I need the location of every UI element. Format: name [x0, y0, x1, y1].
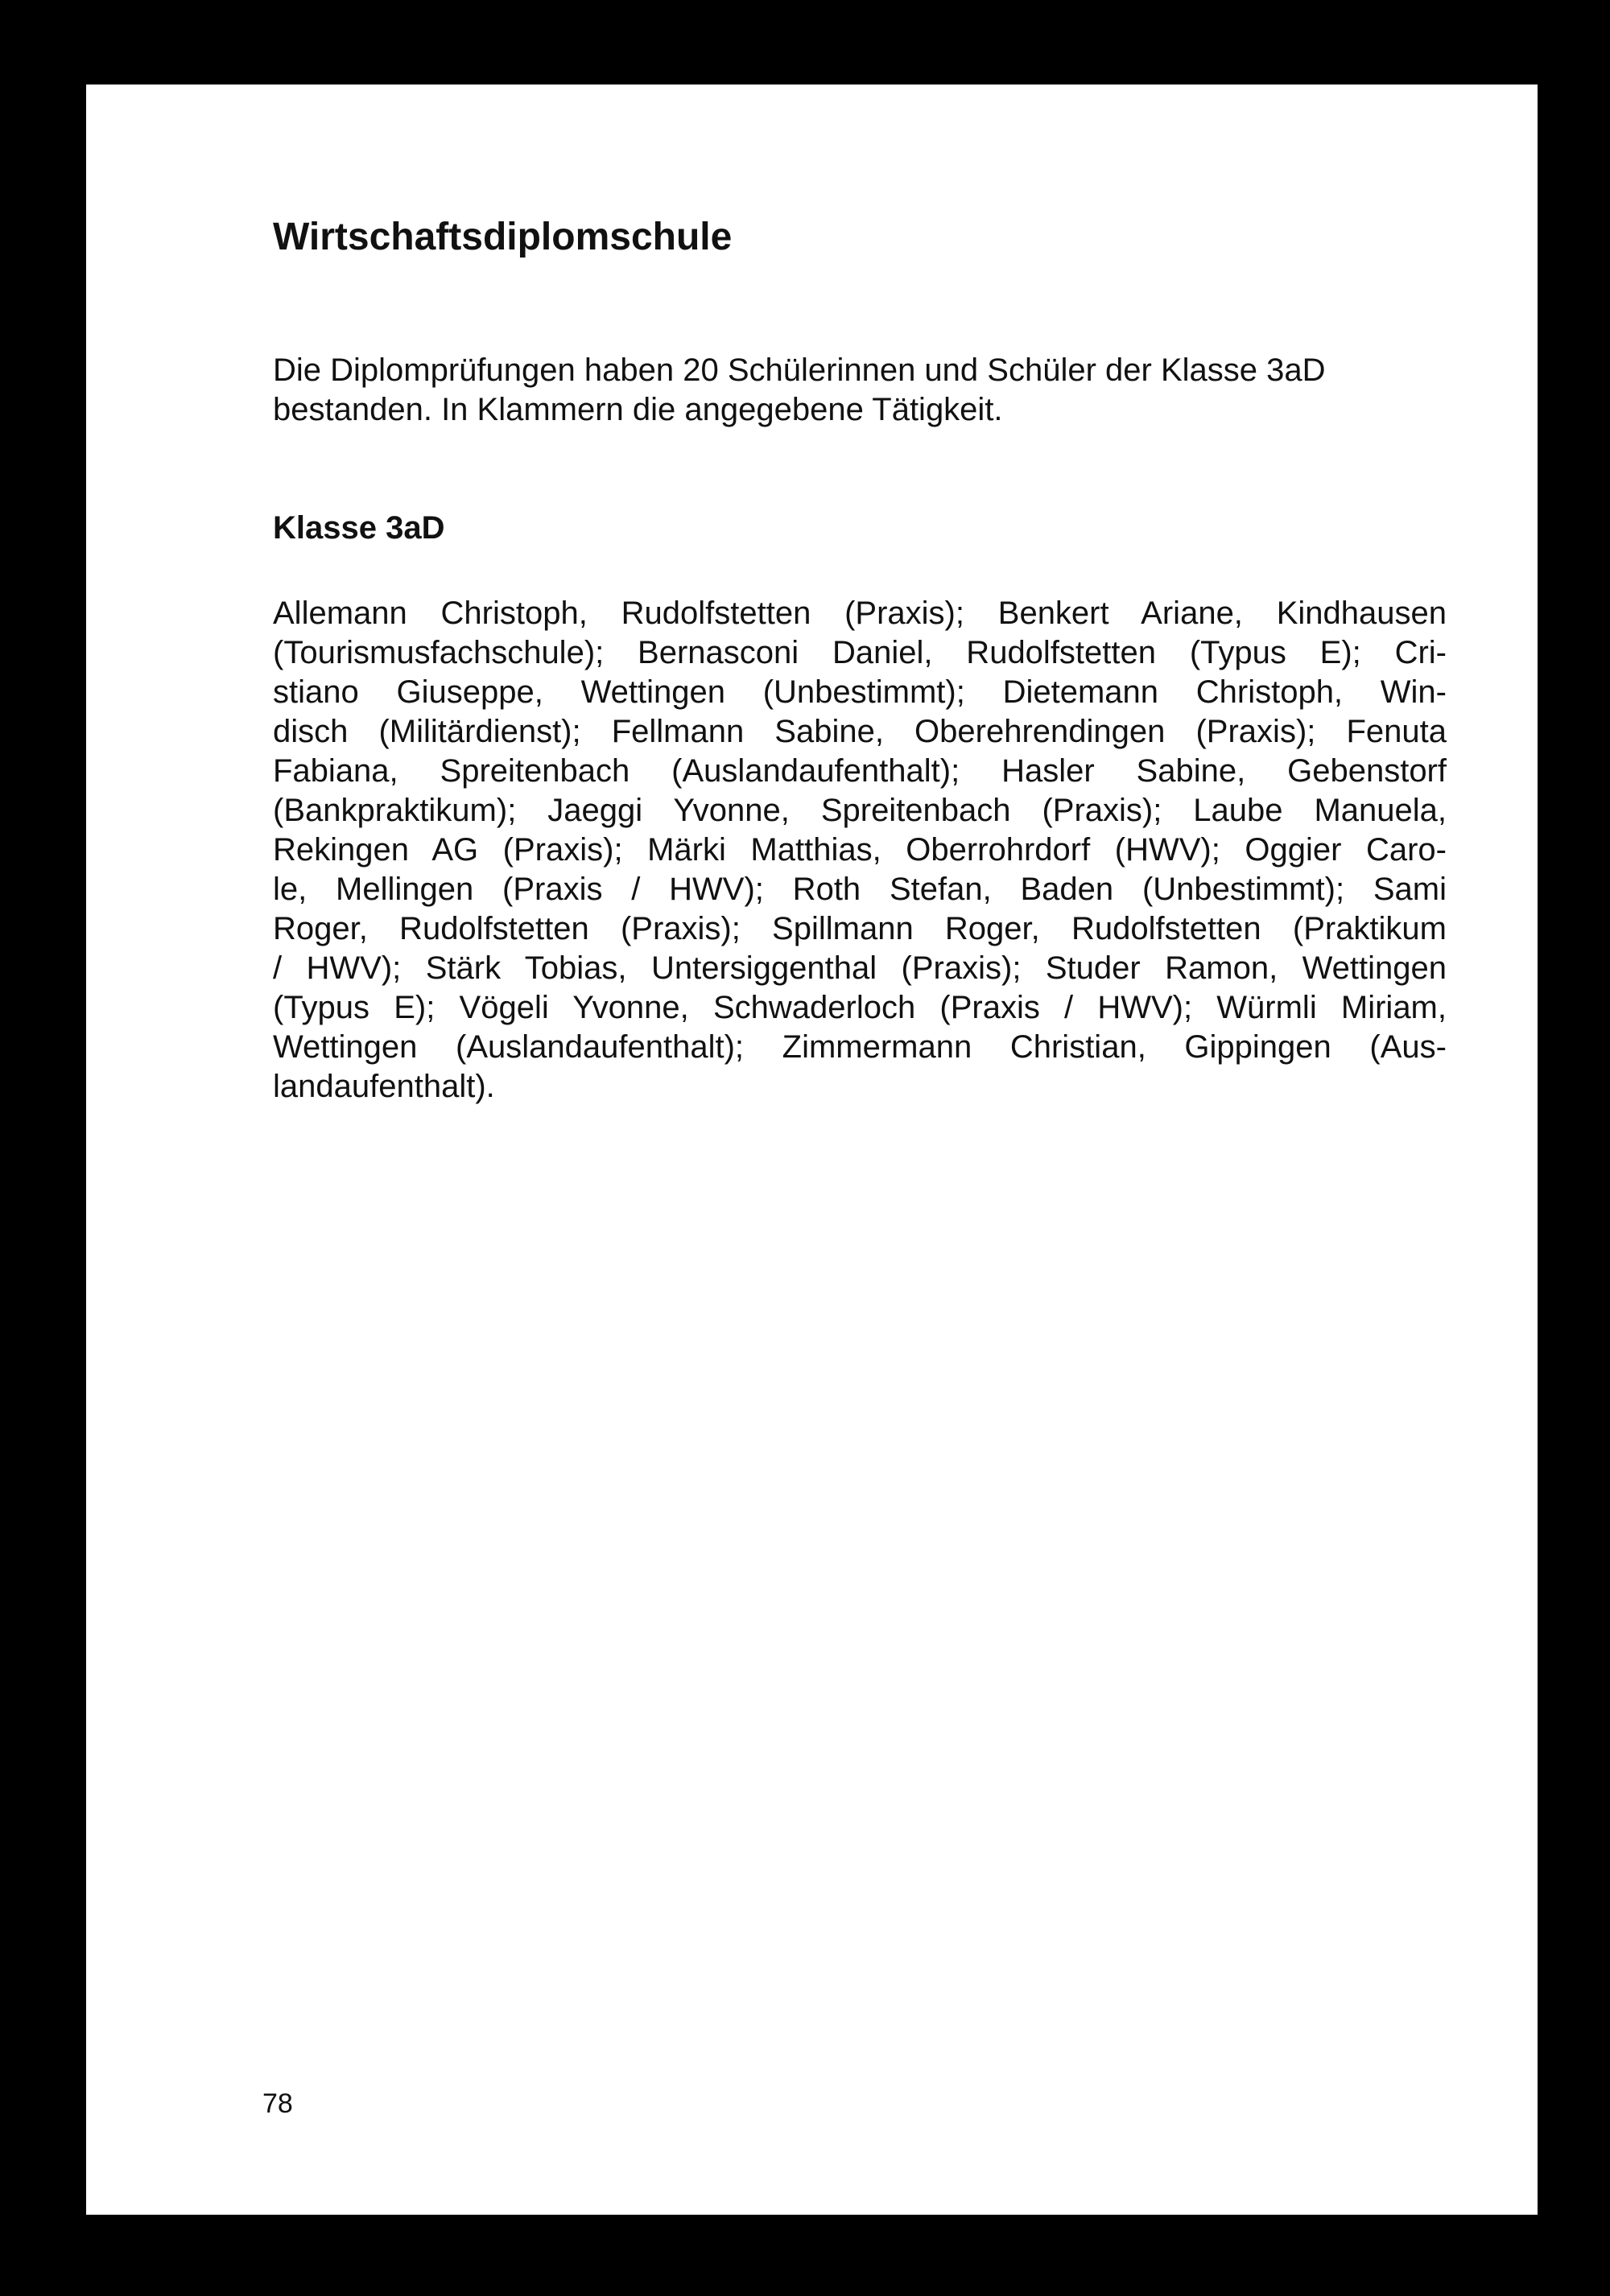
- document-page: [86, 85, 1538, 2215]
- graduates-line: le, Mellingen (Praxis / HWV); Roth Stefan, Baden (Unbestimmt); Sami: [273, 872, 1447, 907]
- page-number: 78: [262, 2088, 293, 2119]
- section-title: Wirtschaftsdiplomschule: [273, 216, 733, 258]
- graduates-line: (Bankpraktikum); Jaeggi Yvonne, Spreitenbach (Praxis); Laube Manuela,: [273, 793, 1447, 828]
- graduates-line: landaufenthalt).: [273, 1069, 495, 1104]
- graduates-line: Fabiana, Spreitenbach (Auslandaufenthalt); Hasler Sabine, Gebenstorf: [273, 753, 1447, 789]
- graduates-line: Allemann Christoph, Rudolfstetten (Praxis); Benkert Ariane, Kindhausen: [273, 596, 1447, 631]
- class-heading: Klasse 3aD: [273, 510, 445, 546]
- graduates-line: (Tourismusfachschule); Bernasconi Daniel, Rudolfstetten (Typus E); Cri-: [273, 635, 1447, 670]
- graduates-line: Roger, Rudolfstetten (Praxis); Spillmann Roger, Rudolfstetten (Praktikum: [273, 911, 1447, 946]
- intro-line: Die Diplomprüfungen haben 20 Schülerinnen und Schüler der Klasse 3aD: [273, 352, 1326, 388]
- graduates-line: (Typus E); Vögeli Yvonne, Schwaderloch (Praxis / HWV); Würmli Miriam,: [273, 990, 1447, 1025]
- intro-paragraph: [273, 351, 1448, 430]
- graduates-paragraph: [273, 594, 1447, 1107]
- graduates-line: disch (Militärdienst); Fellmann Sabine, Oberehrendingen (Praxis); Fenuta: [273, 714, 1447, 749]
- graduates-line: / HWV); Stärk Tobias, Untersiggenthal (Praxis); Studer Ramon, Wettingen: [273, 950, 1447, 986]
- graduates-line: Rekingen AG (Praxis); Märki Matthias, Oberrohrdorf (HWV); Oggier Caro-: [273, 832, 1447, 868]
- intro-line: bestanden. In Klammern die angegebene Tätigkeit.: [273, 392, 1003, 427]
- graduates-line: Wettingen (Auslandaufenthalt); Zimmermann Christian, Gippingen (Aus-: [273, 1029, 1447, 1065]
- graduates-line: stiano Giuseppe, Wettingen (Unbestimmt); Dietemann Christoph, Win-: [273, 674, 1447, 710]
